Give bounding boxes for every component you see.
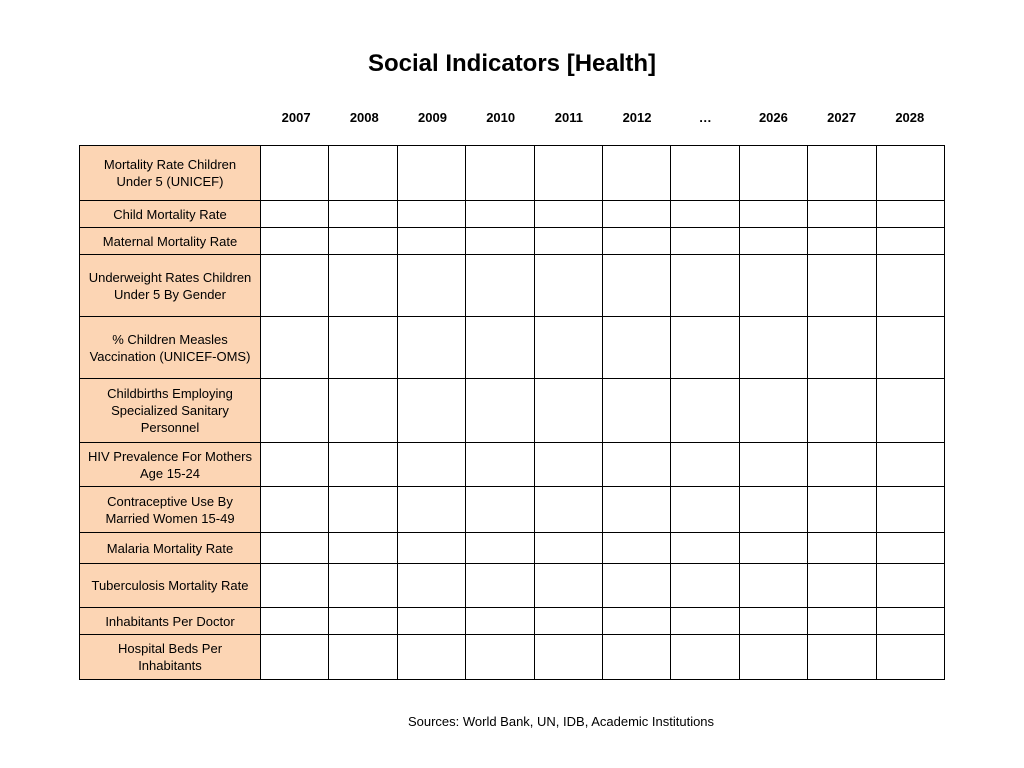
data-cell: [876, 564, 944, 608]
table-row: [80, 228, 945, 255]
data-cell: [534, 228, 602, 255]
indicator-label: % Children Measles Vaccination (UNICEF-OMS): [80, 317, 261, 379]
data-cell: [329, 255, 397, 317]
data-cell: [602, 487, 670, 533]
data-cell: [671, 255, 739, 317]
data-cell: [808, 255, 876, 317]
data-cell: [466, 443, 534, 487]
data-cell: [261, 379, 329, 443]
data-cell: [876, 228, 944, 255]
data-cell: [466, 201, 534, 228]
data-cell: [602, 635, 670, 680]
data-cell: [261, 635, 329, 680]
data-cell: [534, 533, 602, 564]
data-cell: [534, 317, 602, 379]
data-cell: [329, 443, 397, 487]
data-cell: [671, 608, 739, 635]
data-cell: [466, 608, 534, 635]
table-row: [80, 255, 945, 317]
data-cell: [534, 379, 602, 443]
data-cell: [602, 228, 670, 255]
data-cell: [534, 255, 602, 317]
data-cell: [466, 487, 534, 533]
data-cell: [261, 228, 329, 255]
year-header: 2027: [827, 110, 857, 125]
indicator-label: Underweight Rates Children Under 5 By Gender: [80, 255, 261, 317]
data-cell: [466, 533, 534, 564]
data-cell: [808, 317, 876, 379]
data-cell: [534, 201, 602, 228]
data-cell: [397, 564, 465, 608]
data-cell: [808, 487, 876, 533]
data-cell: [671, 487, 739, 533]
data-cell: [397, 487, 465, 533]
indicator-table-body: [80, 146, 945, 680]
data-cell: [808, 635, 876, 680]
indicator-label: Malaria Mortality Rate: [80, 533, 261, 564]
data-cell: [466, 146, 534, 201]
data-cell: [261, 533, 329, 564]
data-cell: [397, 635, 465, 680]
data-cell: [876, 487, 944, 533]
indicator-label: Child Mortality Rate: [80, 201, 261, 228]
data-cell: [739, 443, 807, 487]
year-header: 2026: [758, 110, 788, 125]
data-cell: [329, 228, 397, 255]
data-cell: [466, 379, 534, 443]
data-cell: [397, 201, 465, 228]
data-cell: [602, 201, 670, 228]
page-title: Social Indicators [Health]: [367, 50, 657, 77]
data-cell: [808, 379, 876, 443]
data-cell: [261, 201, 329, 228]
data-cell: [671, 443, 739, 487]
data-cell: [397, 317, 465, 379]
data-cell: [602, 608, 670, 635]
table-row: [80, 201, 945, 228]
data-cell: [329, 564, 397, 608]
data-cell: [534, 608, 602, 635]
data-cell: [602, 379, 670, 443]
year-header: 2009: [418, 110, 447, 125]
data-cell: [808, 443, 876, 487]
data-cell: [329, 201, 397, 228]
data-cell: [329, 487, 397, 533]
year-header: 2008: [349, 110, 379, 125]
table-row: [80, 146, 945, 201]
data-cell: [261, 564, 329, 608]
table-row: [80, 317, 945, 379]
data-cell: [671, 228, 739, 255]
data-cell: [397, 228, 465, 255]
data-cell: [397, 443, 465, 487]
data-cell: [466, 564, 534, 608]
data-cell: [329, 608, 397, 635]
data-cell: [602, 255, 670, 317]
data-cell: [397, 146, 465, 201]
data-cell: [534, 443, 602, 487]
data-cell: [397, 255, 465, 317]
indicator-label: Contraceptive Use By Married Women 15-49: [80, 487, 261, 533]
data-cell: [534, 635, 602, 680]
data-cell: [261, 255, 329, 317]
data-cell: [739, 317, 807, 379]
data-cell: [261, 317, 329, 379]
data-cell: [671, 201, 739, 228]
data-cell: [876, 608, 944, 635]
year-header: 2012: [622, 110, 652, 125]
data-cell: [739, 379, 807, 443]
data-cell: [602, 533, 670, 564]
table-row: [80, 443, 945, 487]
data-cell: [739, 255, 807, 317]
data-cell: [808, 201, 876, 228]
data-cell: [329, 146, 397, 201]
data-cell: [261, 487, 329, 533]
data-cell: [876, 379, 944, 443]
data-cell: [329, 379, 397, 443]
sources-note: Sources: World Bank, UN, IDB, Academic Institutions: [407, 714, 715, 729]
data-cell: [739, 564, 807, 608]
year-header: 2007: [281, 110, 311, 125]
year-header: 2011: [554, 110, 583, 125]
data-cell: [876, 255, 944, 317]
data-cell: [671, 317, 739, 379]
data-cell: [602, 317, 670, 379]
data-cell: [466, 635, 534, 680]
table-row: [80, 487, 945, 533]
data-cell: [876, 317, 944, 379]
table-row: [80, 533, 945, 564]
indicator-table: [79, 145, 945, 680]
data-cell: [397, 533, 465, 564]
indicator-label: Mortality Rate Children Under 5 (UNICEF): [80, 146, 261, 201]
data-cell: [534, 564, 602, 608]
data-cell: [329, 317, 397, 379]
data-cell: [739, 487, 807, 533]
data-cell: [602, 443, 670, 487]
indicator-label: Hospital Beds Per Inhabitants: [80, 635, 261, 680]
data-cell: [876, 533, 944, 564]
data-cell: [739, 228, 807, 255]
data-cell: [876, 146, 944, 201]
data-cell: [261, 443, 329, 487]
data-cell: [808, 146, 876, 201]
indicator-label: HIV Prevalence For Mothers Age 15-24: [80, 443, 261, 487]
table-row: [80, 608, 945, 635]
data-cell: [808, 564, 876, 608]
data-cell: [466, 255, 534, 317]
data-cell: [466, 228, 534, 255]
data-cell: [671, 379, 739, 443]
data-cell: [329, 533, 397, 564]
data-cell: [534, 487, 602, 533]
data-cell: [671, 564, 739, 608]
data-cell: [739, 201, 807, 228]
data-cell: [808, 608, 876, 635]
year-header: 2028: [895, 110, 925, 125]
data-cell: [739, 608, 807, 635]
data-cell: [534, 146, 602, 201]
year-header-ellipsis: …: [698, 110, 712, 125]
data-cell: [671, 146, 739, 201]
data-cell: [739, 146, 807, 201]
data-cell: [261, 146, 329, 201]
data-cell: [876, 635, 944, 680]
data-cell: [602, 146, 670, 201]
indicator-label: Childbirths Employing Specialized Sanitary Personnel: [80, 379, 261, 443]
data-cell: [671, 533, 739, 564]
table-row: [80, 379, 945, 443]
data-cell: [808, 228, 876, 255]
indicator-label: Maternal Mortality Rate: [80, 228, 261, 255]
indicator-label: Tuberculosis Mortality Rate: [80, 564, 261, 608]
data-cell: [261, 608, 329, 635]
data-cell: [329, 635, 397, 680]
indicator-label: Inhabitants Per Doctor: [80, 608, 261, 635]
data-cell: [808, 533, 876, 564]
year-header-row: [262, 108, 944, 128]
data-cell: [602, 564, 670, 608]
table-row: [80, 635, 945, 680]
year-header: 2010: [486, 110, 516, 125]
table-row: [80, 564, 945, 608]
data-cell: [739, 635, 807, 680]
data-cell: [397, 379, 465, 443]
data-cell: [671, 635, 739, 680]
data-cell: [739, 533, 807, 564]
data-cell: [397, 608, 465, 635]
data-cell: [876, 443, 944, 487]
data-cell: [876, 201, 944, 228]
data-cell: [466, 317, 534, 379]
